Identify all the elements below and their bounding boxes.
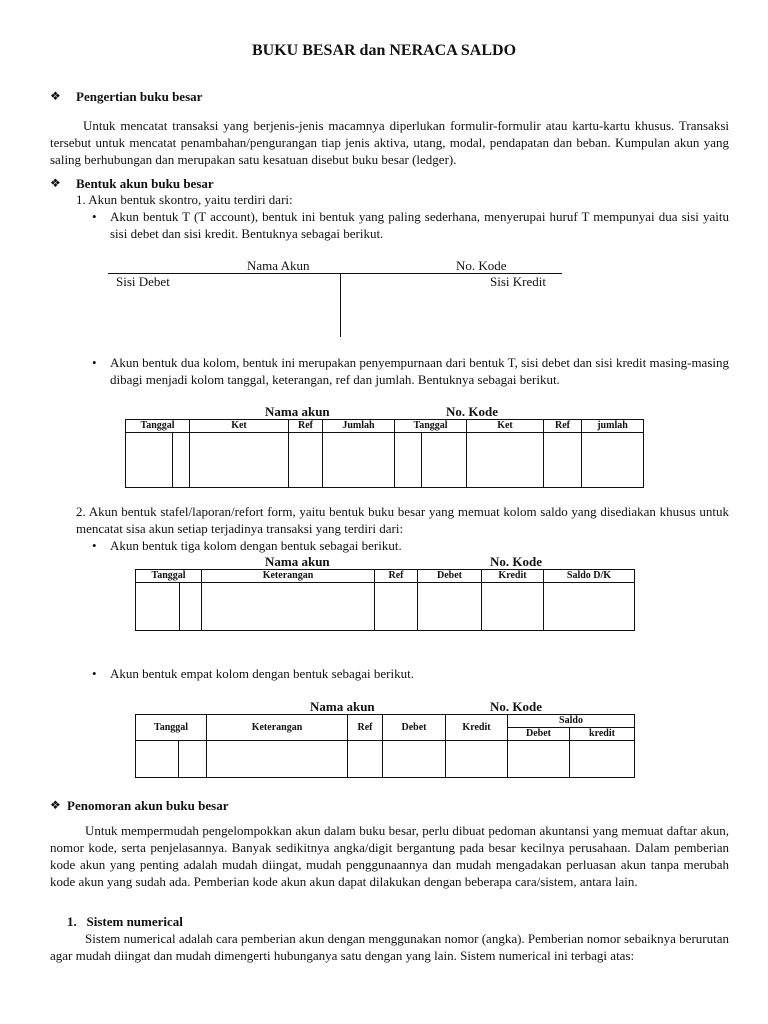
bullet-tiga-kolom: Akun bentuk tiga kolom dengan bentuk sebagai berikut. xyxy=(110,538,402,553)
table-row xyxy=(136,741,635,778)
section-heading-pengertian: Pengertian buku besar xyxy=(76,89,203,104)
paragraph-penomoran: Untuk mempermudah pengelompokkan akun dalam buku besar, perlu dibuat pedoman akuntansi yang memuat daftar akun, nomor kode, serta penjelasannya. Banyak sedikitnya angka/digit bergantung pada besar kecilnya perusahaan. Dalam pemberian kode akun yang penting adalah mudah diingat, mudah penggunaannya dan mudah mengadakan perluasan akun tanpa merubah kode akun yang sudah ada. Pemberian kode akun akun dapat dilakukan dengan beberapa cara/sistem, antara lain. xyxy=(50,823,729,889)
bullet-empat-kolom: Akun bentuk empat kolom dengan bentuk sebagai berikut. xyxy=(110,666,414,681)
t-account-sisi-kredit: Sisi Kredit xyxy=(490,274,546,289)
bullet-icon: • xyxy=(92,209,97,224)
table-row xyxy=(136,583,635,631)
tiga-kolom-nama-akun: Nama akun xyxy=(265,554,330,569)
column-header: Ref xyxy=(348,715,383,741)
list-item-skontro: 1. Akun bentuk skontro, yaitu terdiri dari: xyxy=(76,192,293,207)
bullet-icon: • xyxy=(92,355,97,370)
table-row xyxy=(126,433,644,488)
page-title: BUKU BESAR dan NERACA SALDO xyxy=(251,42,517,59)
column-header: Tanggal xyxy=(395,420,467,433)
empat-kolom-no-kode: No. Kode xyxy=(490,699,542,714)
column-header: Kredit xyxy=(446,715,508,741)
bullet-icon: • xyxy=(92,538,97,553)
dua-kolom-nama-akun: Nama akun xyxy=(265,404,330,419)
column-header: Ref xyxy=(544,420,582,433)
paragraph-pengertian: Untuk mencatat transaksi yang berjenis-jenis macamnya diperlukan formulir-formulir atau kartu-kartu khusus. Transaksi tersebut untuk mencatat penambahan/pengurangan tiap jenis aktiva, utang, modal, pendapatan dan beban. Kumpulan akun yang saling berhubungan dan merupakan satu kesatuan disebut buku besar (ledger). xyxy=(50,118,729,167)
column-header: Ket xyxy=(467,420,544,433)
column-header: Saldo D/K xyxy=(544,570,635,583)
bullet-t-account: Akun bentuk T (T account), bentuk ini bentuk yang paling sederhana, menyerupai huruf T mempunyai dua sisi yaitu sisi debet dan sisi kredit. Bentuknya sebagai berikut. xyxy=(110,209,729,241)
column-header-saldo: Saldo xyxy=(508,715,635,728)
empat-kolom-nama-akun: Nama akun xyxy=(310,699,375,714)
column-header: kredit xyxy=(570,728,635,741)
tiga-kolom-no-kode: No. Kode xyxy=(490,554,542,569)
diamond-bullet-icon: ❖ xyxy=(50,176,61,190)
column-header: Keterangan xyxy=(202,570,375,583)
bullet-icon: • xyxy=(92,666,97,681)
column-header: Debet xyxy=(508,728,570,741)
paragraph-numerical: Sistem numerical adalah cara pemberian akun dengan menggunakan nomor (angka). Pemberian nomor sebaiknya berurutan agar mudah diingat dan mudah dimengerti hubunganya satu dengan yang lain. Sistem numerical ini terbagi atas: xyxy=(50,931,729,963)
empat-kolom-table xyxy=(135,714,635,778)
t-account-no-kode: No. Kode xyxy=(456,258,507,273)
dua-kolom-table xyxy=(125,419,644,488)
column-header: Tanggal xyxy=(136,570,202,583)
diamond-bullet-icon: ❖ xyxy=(50,798,61,812)
column-header: Debet xyxy=(383,715,446,741)
bullet-dua-kolom: Akun bentuk dua kolom, bentuk ini merupakan penyempurnaan dari bentuk T, sisi debet dan sisi kredit masing-masing dibagi menjadi kolom tanggal, keterangan, ref dan jumlah. Bentuknya sebagai berikut. xyxy=(110,355,729,387)
section-heading-penomoran: Penomoran akun buku besar xyxy=(67,798,229,813)
list-item-stafel-text: 2. Akun bentuk stafel/laporan/refort form, yaitu bentuk buku besar yang memuat kolom saldo yang disediakan khusus untuk mencatat sisa akun setiap terjadinya transaksi yang terdiri dari: xyxy=(76,504,729,536)
section-heading-bentuk: Bentuk akun buku besar xyxy=(76,176,214,191)
column-header: Kredit xyxy=(482,570,544,583)
column-header: Ket xyxy=(190,420,289,433)
column-header: Tanggal xyxy=(136,715,207,741)
tiga-kolom-table xyxy=(135,569,635,631)
diamond-bullet-icon: ❖ xyxy=(50,89,61,103)
column-header: Jumlah xyxy=(323,420,395,433)
column-header: Debet xyxy=(418,570,482,583)
column-header: Tanggal xyxy=(126,420,190,433)
column-header: Keterangan xyxy=(207,715,348,741)
list-item-stafel xyxy=(76,503,729,537)
t-account-nama-akun: Nama Akun xyxy=(247,258,310,273)
t-account-vertical-line xyxy=(340,273,341,337)
column-header: jumlah xyxy=(582,420,644,433)
column-header: Ref xyxy=(289,420,323,433)
section-heading-numerical: 1. Sistem numerical xyxy=(67,914,183,929)
column-header: Ref xyxy=(375,570,418,583)
t-account-sisi-debet: Sisi Debet xyxy=(116,274,170,289)
dua-kolom-no-kode: No. Kode xyxy=(446,404,498,419)
